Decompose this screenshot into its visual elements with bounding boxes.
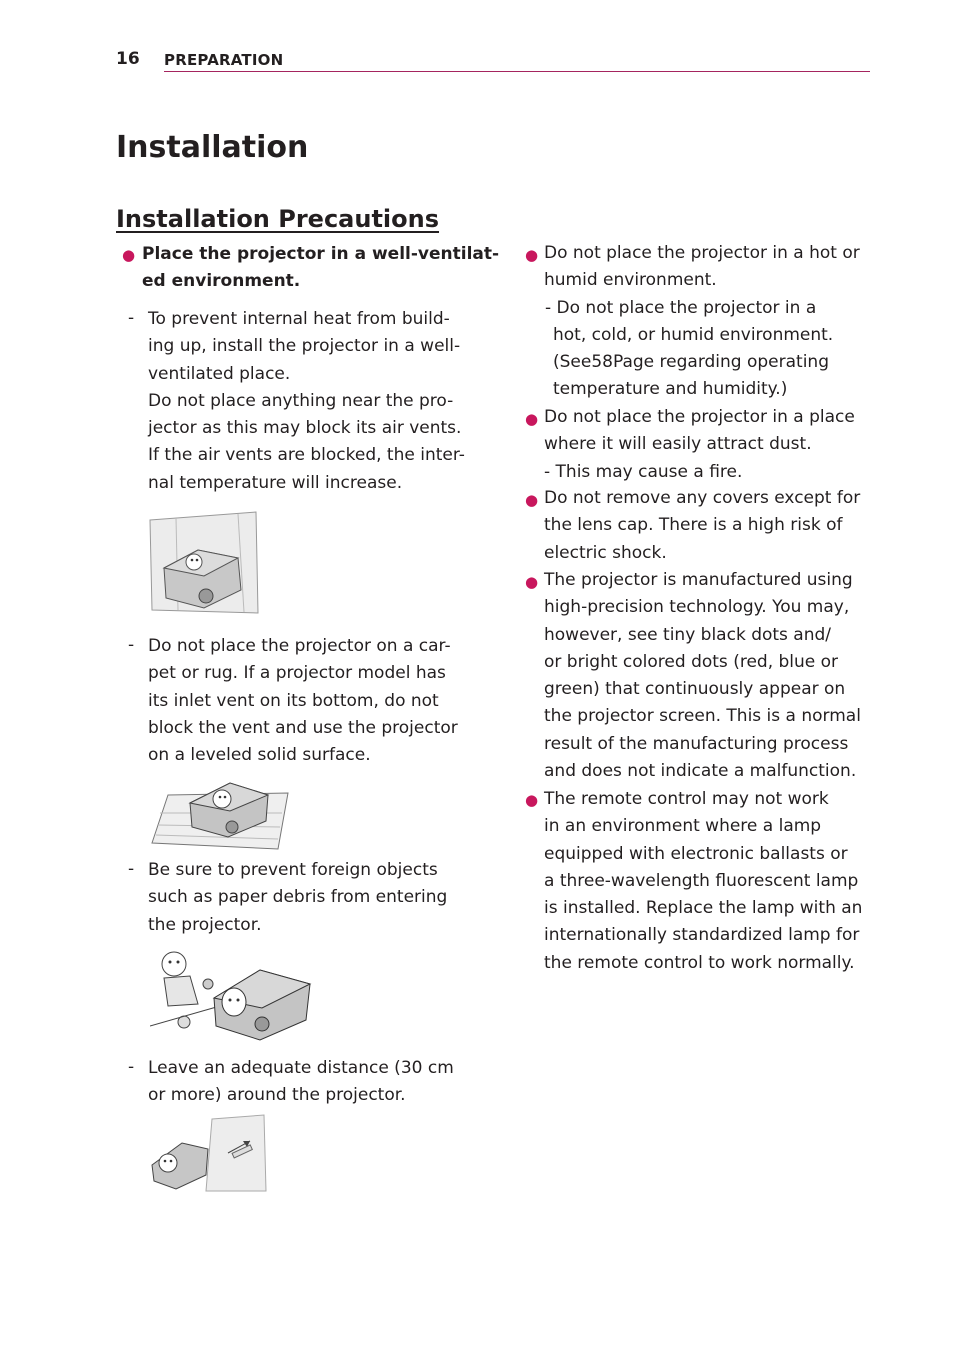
carpet-text: Do not place the projector on a car- pet or rug. If a projector model has its inlet vent on its bottom, do not block the vent and use the projector on a leveled solid surface. [148, 636, 458, 766]
section-heading: Installation Precautions [116, 205, 440, 233]
precision-item: The projector is manufactured using high-precision technology. You may, however, see tiny black dots and/ or bright colored dots (red, blue or green) that continuously appear on the projector screen. This is a normal result of the manufacturing process and does not indicate a malfunction. [544, 570, 861, 782]
dash-marker: - [128, 635, 135, 655]
bullet-dot: ● [525, 573, 539, 591]
projector-distance-illustration [146, 1113, 268, 1193]
projector-wall-illustration [146, 510, 261, 615]
page-number: 16 [116, 49, 140, 69]
bullet-dot: ● [525, 246, 539, 264]
remote-item: The remote control may not work in an environment where a lamp equipped with electronic ballasts or a three-wavelength fluorescent lamp is installed. Replace the lamp with an internationally standardized lamp for the remote control to work normally. [544, 789, 863, 973]
projector-debris-illustration [150, 946, 315, 1044]
bullet-dot: ● [525, 491, 539, 509]
header-divider [164, 71, 870, 72]
ventilation-text: To prevent internal heat from build- ing up, install the projector in a well- ventilated place. Do not place anything near the pro- jector as this may block its air vents. If the air vents are blocked, the inter- nal temperature will increase. [148, 309, 465, 493]
page-title: Installation [116, 130, 309, 165]
foreign-objects-text: Be sure to prevent foreign objects such as paper debris from entering the projector. [148, 860, 448, 935]
distance-text: Leave an adequate distance (30 cm or more) around the projector. [148, 1058, 454, 1106]
bullet-dot: ● [122, 246, 136, 264]
dash-marker: - [128, 859, 135, 879]
bullet-dot: ● [525, 410, 539, 428]
projector-carpet-illustration [150, 773, 292, 851]
hot-humid-item: Do not place the projector in a hot or humid environment. - Do not place the projector in a hot, cold, or humid environment. (See58Page regarding operating temperature and humidity.) [544, 243, 860, 400]
covers-item: Do not remove any covers except for the lens cap. There is a high risk of electric shock. [544, 488, 861, 563]
section-label: PREPARATION [164, 51, 284, 69]
ventilation-heading: Place the projector in a well-ventilat- ed environment. [142, 244, 500, 292]
dash-marker: - [128, 1057, 135, 1077]
bullet-dot: ● [525, 791, 539, 809]
dust-item: Do not place the projector in a place where it will easily attract dust. - This may cause a fire. [544, 407, 855, 482]
dash-marker: - [128, 308, 135, 328]
